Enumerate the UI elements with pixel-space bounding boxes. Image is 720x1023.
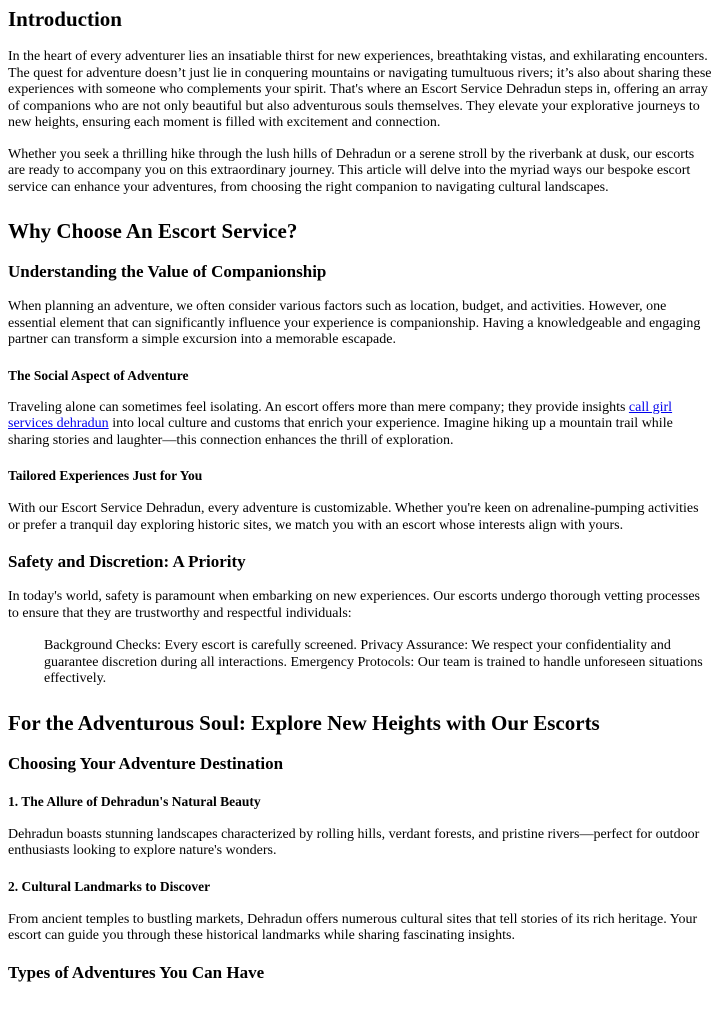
tailored-paragraph: With our Escort Service Dehradun, every adventure is customizable. Whether you're keen on adrenaline-pumping activities or prefer a tranquil day exploring historic sites, we match you with an escort whose interests align with yours. <box>8 501 699 533</box>
social-paragraph <box>8 400 712 450</box>
allure-paragraph: Dehradun boasts stunning landscapes characterized by rolling hills, verdant forests, and pristine rivers—perfect for outdoor enthusiasts looking to explore nature's wonders. <box>8 826 700 858</box>
social-heading: The Social Aspect of Adventure <box>8 367 189 383</box>
safety-paragraph: In today's world, safety is paramount when embarking on new experiences. Our escorts undergo thorough vetting processes to ensure that they are trustworthy and respectful individuals: <box>8 589 700 621</box>
intro-heading: Introduction <box>8 7 122 31</box>
tailored-heading: Tailored Experiences Just for You <box>8 468 203 483</box>
social-text-before: Traveling alone can sometimes feel isolating. An escort offers more than mere company; they provide insights <box>8 399 629 415</box>
safety-quote: Background Checks: Every escort is carefully screened. Privacy Assurance: We respect your confidentiality and guarantee discretion during all interactions. Emergency Protocols: Our team is trained to handle unforeseen situations effectively. <box>44 638 703 686</box>
companionship-heading: Understanding the Value of Companionship <box>8 262 327 281</box>
companionship-paragraph: When planning an adventure, we often consider various factors such as location, budget, and activities. However, one essential element that can significantly influence your experience is companionship. Having a knowledgeable and engaging partner can transform a simple excursion into a memorable escapade. <box>8 299 701 347</box>
intro-paragraph-2: Whether you seek a thrilling hike through the lush hills of Dehradun or a serene stroll by the riverbank at dusk, our escorts are ready to accompany you on this extraordinary journey. This article will delve into the myriad ways our bespoke escort service can enhance your adventures, from choosing the right companion to navigating cultural landscapes. <box>8 146 695 195</box>
call-girl-services-link[interactable]: call girl services dehradun <box>8 399 673 431</box>
article <box>0 6 720 984</box>
cultural-heading: 2. Cultural Landmarks to Discover <box>8 878 211 894</box>
adventurous-soul-heading: For the Adventurous Soul: Explore New Heights with Our Escorts <box>8 710 600 735</box>
cultural-paragraph: From ancient temples to bustling markets, Dehradun offers numerous cultural sites that tell stories of its rich heritage. Your escort can guide you through these historical landmarks while sharing fascinating insights. <box>8 911 698 943</box>
destination-heading: Choosing Your Adventure Destination <box>8 753 284 773</box>
adventure-types-heading: Types of Adventures You Can Have <box>8 962 265 982</box>
safety-heading: Safety and Discretion: A Priority <box>8 552 246 571</box>
intro-paragraph-1: In the heart of every adventurer lies an insatiable thirst for new experiences, breathtaking vistas, and exhilarating encounters. The quest for adventure doesn’t just lie in conquering mountains or navigating tumultuous rivers; it’s also about sharing these experiences with someone who complements your spirit. That's where an Escort Service Dehradun steps in, offering an array of companions who are not only beautiful but also adventurous souls themselves. They elevate your explorative journeys to new heights, ensuring each moment is filled with excitement and connection. <box>8 49 712 130</box>
social-text-after: into local culture and customs that enrich your experience. Imagine hiking up a mountain trail while sharing stories and laughter—this connection enhances the thrill of exploration. <box>8 416 673 448</box>
why-heading: Why Choose An Escort Service? <box>8 219 298 243</box>
allure-heading: 1. The Allure of Dehradun's Natural Beauty <box>8 793 261 809</box>
